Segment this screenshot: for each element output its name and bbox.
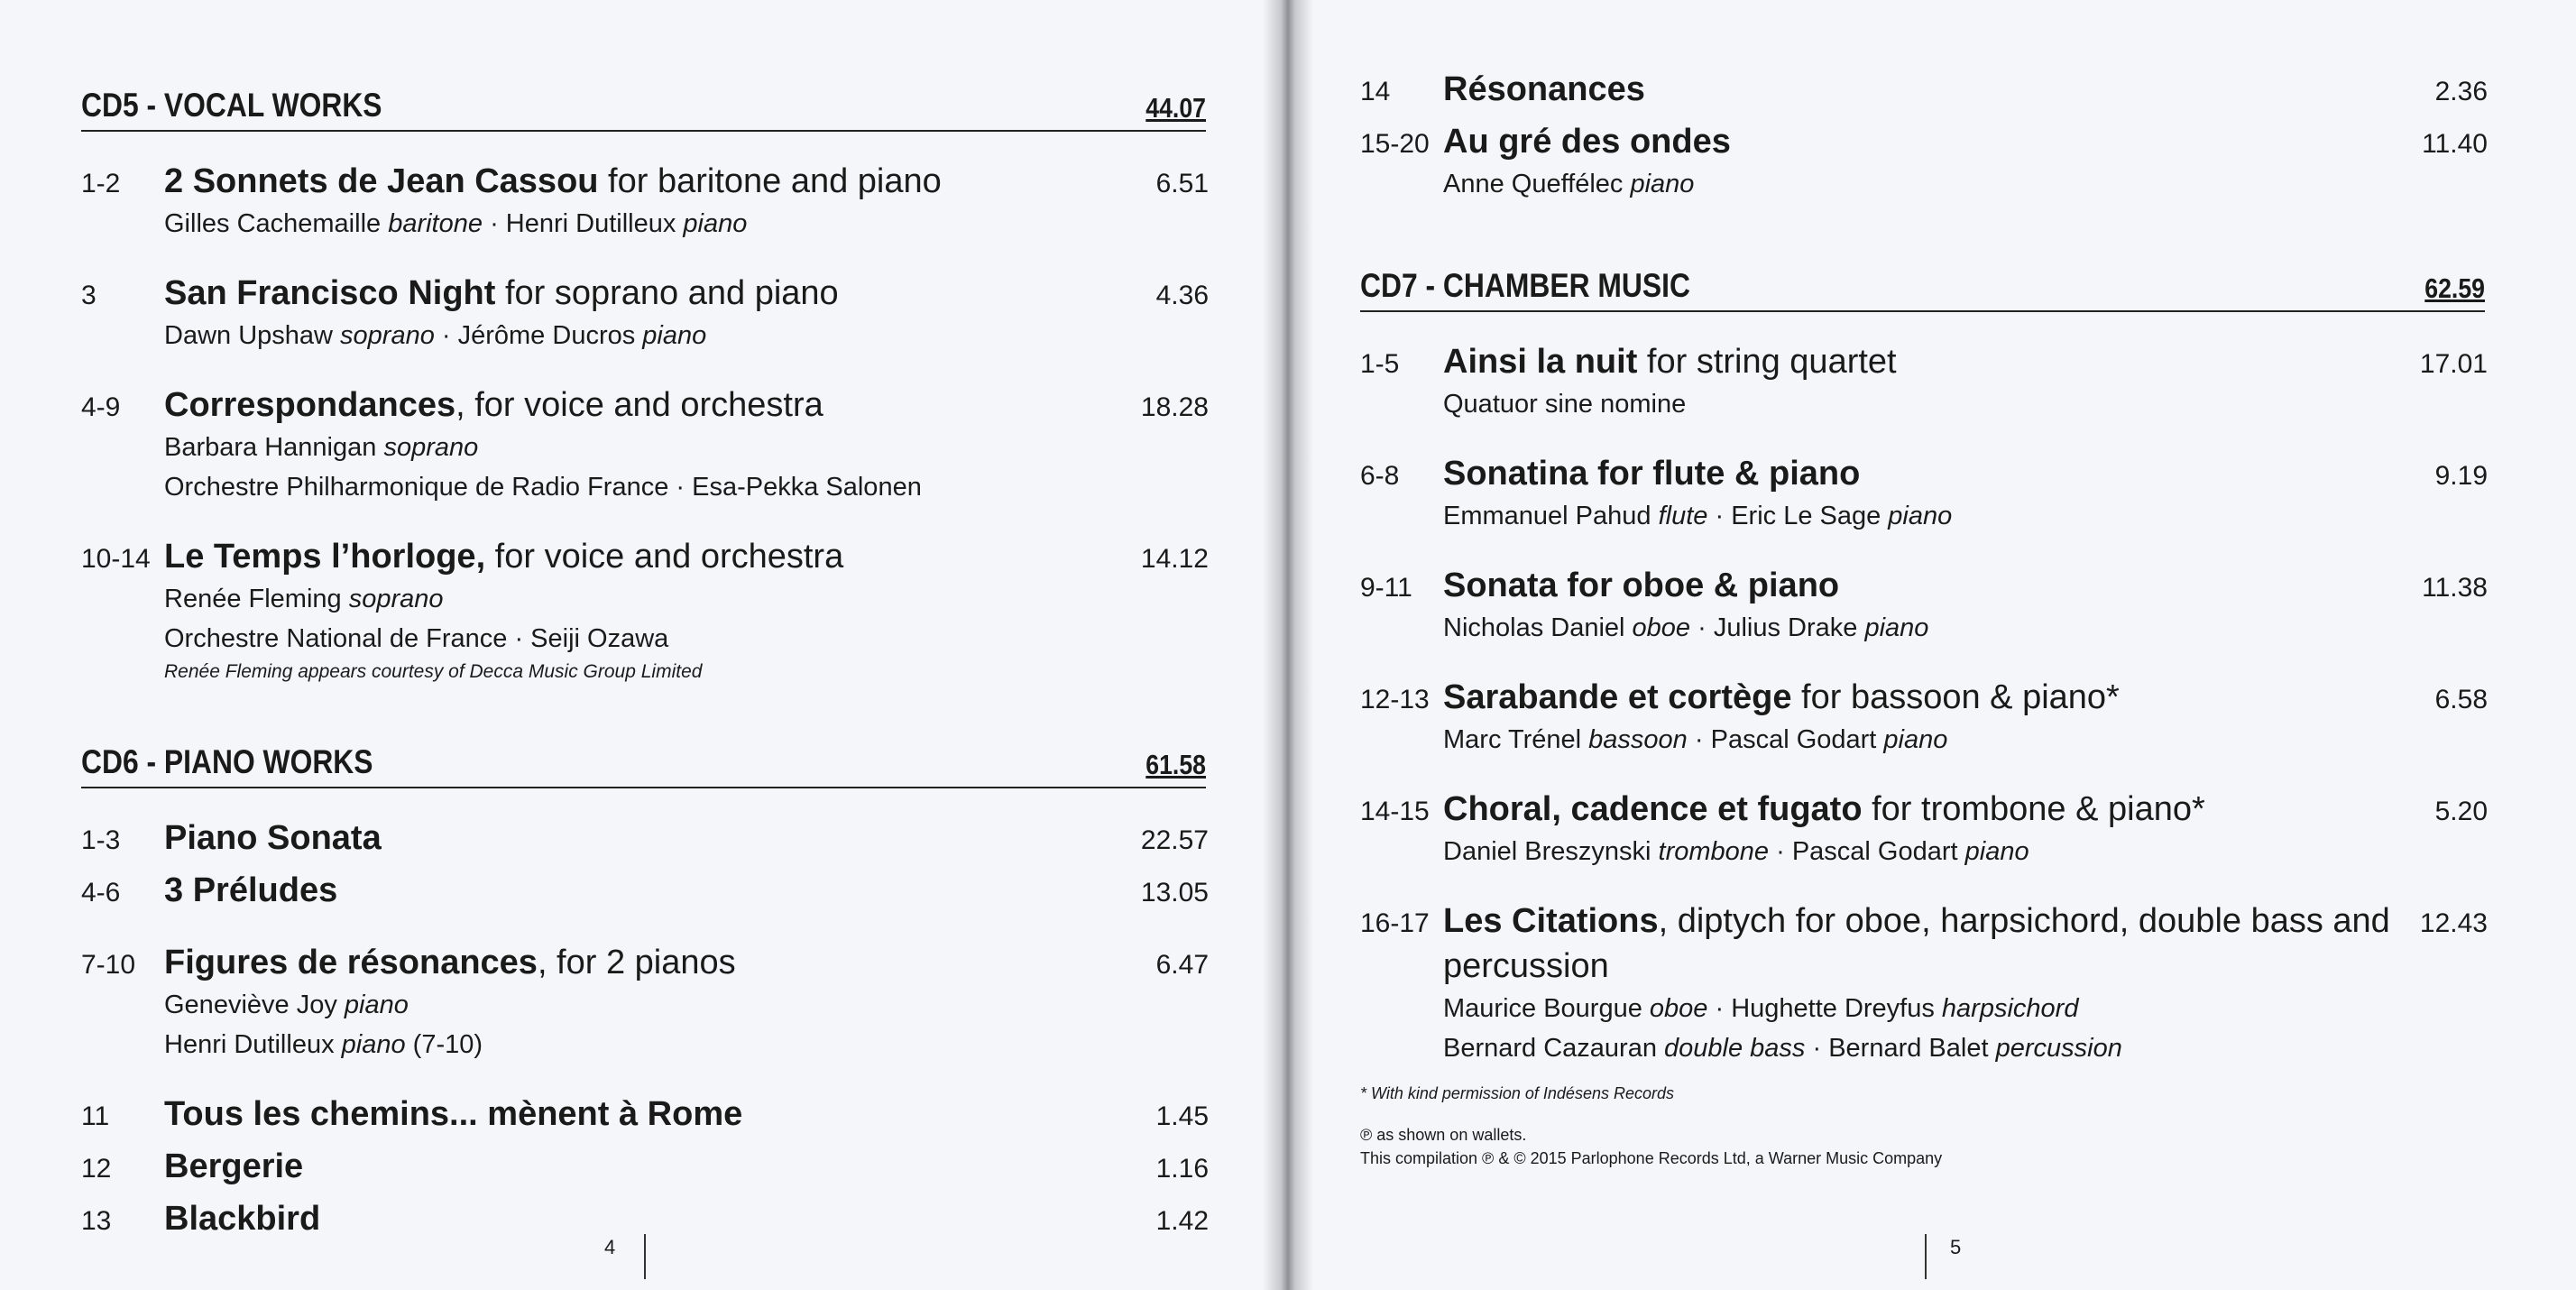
track-duration: 6.51 xyxy=(1155,169,1209,198)
performer-name: Bernard Cazauran xyxy=(1443,1034,1665,1063)
track-duration: 9.19 xyxy=(2434,461,2488,491)
work-name: Le Temps l’horloge, xyxy=(164,538,486,576)
courtesy-note: Renée Fleming appears courtesy of Decca Music Group Limited xyxy=(164,661,703,682)
performer-role: oboe xyxy=(1649,994,1708,1023)
work-title xyxy=(164,940,1127,985)
work-title xyxy=(164,271,1127,316)
performer-role: piano xyxy=(642,321,707,350)
work-scoring: for soprano and piano xyxy=(495,274,839,312)
performer-name: Emmanuel Pahud xyxy=(1443,502,1659,530)
performer-name: Dawn Upshaw xyxy=(164,321,341,350)
track-entry xyxy=(81,940,1209,1064)
work-scoring: , for voice and orchestra xyxy=(455,386,823,424)
track-duration: 1.45 xyxy=(1155,1101,1209,1131)
track-entry xyxy=(1360,563,2488,648)
performer-role: piano xyxy=(683,209,748,238)
work-title xyxy=(164,534,1127,579)
performer-line xyxy=(1360,989,2488,1028)
performer-name: Henri Dutilleux xyxy=(164,1030,342,1059)
track-number: 10-14 xyxy=(81,544,151,574)
track-number: 7-10 xyxy=(81,950,136,980)
track-duration: 12.43 xyxy=(2419,908,2488,938)
track-row xyxy=(81,382,1209,428)
cd5-header xyxy=(81,87,1206,132)
track-number: 3 xyxy=(81,281,97,310)
track-entry xyxy=(1360,451,2488,536)
book-gutter xyxy=(1263,0,1313,1290)
legal-notice xyxy=(1360,1123,2488,1170)
performer-role: soprano xyxy=(383,433,479,462)
work-scoring: , for 2 pianos xyxy=(537,944,736,981)
track-duration: 18.28 xyxy=(1140,392,1209,422)
performer-role: piano xyxy=(1864,613,1929,642)
track-entry xyxy=(81,815,1209,861)
track-row xyxy=(81,815,1209,861)
track-duration: 11.40 xyxy=(2422,129,2488,159)
cd6-total: 61.58 xyxy=(1145,749,1206,780)
performer-role: piano xyxy=(344,991,409,1019)
work-name: Figures de résonances xyxy=(164,944,538,981)
performer-name: · Jérôme Ducros xyxy=(434,321,643,350)
performer-name: Anne Queffélec xyxy=(1443,170,1631,198)
track-number: 1-3 xyxy=(81,825,121,855)
left-column xyxy=(81,0,1209,1241)
track-row xyxy=(81,534,1209,579)
performer-line xyxy=(1360,720,2488,760)
track-row xyxy=(81,940,1209,985)
track-number: 14-15 xyxy=(1360,797,1430,826)
track-number: 15-20 xyxy=(1360,129,1430,159)
performer-name: · Pascal Godart xyxy=(1687,725,1884,754)
work-scoring: for trombone & piano* xyxy=(1862,790,2205,828)
performer-line xyxy=(81,985,1209,1025)
work-name: Au gré des ondes xyxy=(1443,123,1731,161)
performer-role: piano xyxy=(1883,725,1948,754)
track-duration: 2.36 xyxy=(2434,77,2488,106)
page-number-right: 5 xyxy=(1950,1236,1962,1258)
track-entry xyxy=(81,382,1209,507)
track-entry xyxy=(1360,339,2488,424)
performer-line xyxy=(81,579,1209,619)
track-duration: 6.58 xyxy=(2434,685,2488,714)
work-name: Sarabande et cortège xyxy=(1443,678,1792,716)
track-entry xyxy=(81,868,1209,913)
performer-line xyxy=(81,619,1209,659)
performer-name: Orchestre Philharmonique de Radio France · Esa-Pekka Salonen xyxy=(164,473,922,502)
track-duration: 1.16 xyxy=(1155,1154,1209,1184)
work-title xyxy=(1443,119,2406,164)
performer-name: Gilles Cachemaille xyxy=(164,209,389,238)
track-duration: 5.20 xyxy=(2434,797,2488,826)
track-row xyxy=(1360,339,2488,384)
page-number-rule-left xyxy=(644,1234,646,1279)
track-row xyxy=(81,868,1209,913)
track-entry xyxy=(1360,898,2488,1068)
track-entry xyxy=(81,534,1209,686)
cd6-header xyxy=(81,743,1206,788)
track-entry xyxy=(81,159,1209,244)
performer-name: Geneviève Joy xyxy=(164,991,345,1019)
performer-name: · Julius Drake xyxy=(1690,613,1865,642)
cd7-list xyxy=(1360,339,2488,1068)
work-title xyxy=(164,815,1127,861)
track-number: 1-5 xyxy=(1360,349,1400,379)
work-scoring: for voice and orchestra xyxy=(485,538,844,576)
work-name: 3 Préludes xyxy=(164,871,338,909)
track-number: 12 xyxy=(81,1154,112,1184)
performer-line xyxy=(81,467,1209,507)
performer-role: double bass xyxy=(1664,1034,1806,1063)
work-name: Choral, cadence et fugato xyxy=(1443,790,1863,828)
performer-name: (7-10) xyxy=(405,1030,483,1059)
performer-role: piano xyxy=(1888,502,1953,530)
work-scoring: , diptych for oboe, harpsichord, double bass and percussion xyxy=(1443,902,2390,985)
track-duration: 17.01 xyxy=(2419,349,2488,379)
performer-line xyxy=(81,428,1209,467)
track-number: 13 xyxy=(81,1206,112,1236)
track-entry xyxy=(81,1092,1209,1137)
work-name: Les Citations xyxy=(1443,902,1659,940)
track-row xyxy=(1360,563,2488,608)
track-entry xyxy=(1360,787,2488,871)
track-row xyxy=(1360,898,2488,989)
track-row xyxy=(1360,787,2488,832)
track-duration: 14.12 xyxy=(1140,544,1209,574)
work-name: Correspondances xyxy=(164,386,456,424)
cd6-title: CD6 - PIANO WORKS xyxy=(81,743,373,780)
performer-name: · Hughette Dreyfus xyxy=(1707,994,1942,1023)
page-number-rule-right xyxy=(1925,1234,1927,1279)
performer-role: flute xyxy=(1658,502,1708,530)
performer-name: Renée Fleming xyxy=(164,585,349,613)
work-title xyxy=(1443,451,2406,496)
work-title xyxy=(164,1092,1127,1137)
performer-name: · Eric Le Sage xyxy=(1707,502,1889,530)
work-title xyxy=(1443,67,2406,112)
work-name: Blackbird xyxy=(164,1200,321,1238)
track-number: 9-11 xyxy=(1360,573,1412,603)
track-number: 6-8 xyxy=(1360,461,1400,491)
work-title xyxy=(1443,339,2406,384)
work-title xyxy=(164,382,1127,428)
track-duration: 1.42 xyxy=(1155,1206,1209,1236)
track-number: 4-9 xyxy=(81,392,121,422)
work-name: Ainsi la nuit xyxy=(1443,343,1638,381)
work-title xyxy=(164,159,1127,204)
performer-role: trombone xyxy=(1658,837,1770,866)
work-scoring: for bassoon & piano* xyxy=(1791,678,2120,716)
track-entry xyxy=(81,1144,1209,1189)
track-duration: 13.05 xyxy=(1140,878,1209,908)
cd5-list xyxy=(81,159,1209,686)
legal-line-2: This compilation ℗ & © 2015 Parlophone Records Ltd, a Warner Music Company xyxy=(1360,1149,1943,1167)
legal-line-1: ℗ as shown on wallets. xyxy=(1360,1126,1527,1144)
work-name: San Francisco Night xyxy=(164,274,496,312)
performer-line xyxy=(1360,608,2488,648)
performer-line xyxy=(1360,1028,2488,1068)
track-duration: 4.36 xyxy=(1155,281,1209,310)
track-duration: 11.38 xyxy=(2422,573,2488,603)
performer-name: Marc Trénel xyxy=(1443,725,1589,754)
right-column xyxy=(1360,0,2488,1170)
performer-name: Daniel Breszynski xyxy=(1443,837,1659,866)
track-number: 11 xyxy=(81,1101,110,1131)
performer-role: oboe xyxy=(1632,613,1691,642)
work-name: 2 Sonnets de Jean Cassou xyxy=(164,162,599,200)
track-duration: 22.57 xyxy=(1140,825,1209,855)
track-row xyxy=(1360,675,2488,720)
work-title xyxy=(164,1196,1127,1241)
track-number: 16-17 xyxy=(1360,908,1430,938)
track-number: 12-13 xyxy=(1360,685,1430,714)
work-title xyxy=(164,1144,1127,1189)
cd5-title: CD5 - VOCAL WORKS xyxy=(81,87,382,124)
track-number: 14 xyxy=(1360,77,1391,106)
track-entry xyxy=(1360,67,2488,112)
track-row xyxy=(81,271,1209,316)
work-scoring: for baritone and piano xyxy=(598,162,942,200)
performer-role: piano xyxy=(341,1030,406,1059)
cd7-header xyxy=(1360,267,2485,312)
performer-role: soprano xyxy=(348,585,444,613)
performer-line xyxy=(81,316,1209,355)
cd7-total: 62.59 xyxy=(2424,272,2485,304)
work-title xyxy=(1443,675,2406,720)
track-row xyxy=(81,1092,1209,1137)
work-title xyxy=(1443,898,2406,989)
track-entry xyxy=(1360,119,2488,204)
performer-line xyxy=(81,1025,1209,1064)
performer-line xyxy=(1360,496,2488,536)
cd7-title: CD7 - CHAMBER MUSIC xyxy=(1360,267,1690,304)
performer-name: Barbara Hannigan xyxy=(164,433,384,462)
performer-role: soprano xyxy=(340,321,435,350)
track-number: 4-6 xyxy=(81,878,121,908)
work-name: Sonatina for flute & piano xyxy=(1443,455,1861,493)
track-duration: 6.47 xyxy=(1155,950,1209,980)
track-number: 1-2 xyxy=(81,169,121,198)
work-name: Bergerie xyxy=(164,1147,304,1185)
performer-name: · Henri Dutilleux xyxy=(483,209,684,238)
performer-line xyxy=(1360,384,2488,424)
cd6-list xyxy=(81,815,1209,1241)
work-name: Sonata for oboe & piano xyxy=(1443,567,1840,604)
performer-role: bassoon xyxy=(1588,725,1688,754)
performer-role: baritone xyxy=(388,209,483,238)
track-entry xyxy=(81,271,1209,355)
footnote: * With kind permission of Indésens Records xyxy=(1360,1084,1674,1102)
performer-name: Quatuor sine nomine xyxy=(1443,390,1687,419)
performer-name: Maurice Bourgue xyxy=(1443,994,1650,1023)
work-title xyxy=(1443,563,2406,608)
track-row xyxy=(1360,451,2488,496)
performer-line xyxy=(1360,164,2488,204)
performer-line xyxy=(1360,832,2488,871)
performer-name: · Pascal Godart xyxy=(1769,837,1965,866)
performer-name: Orchestre National de France · Seiji Ozawa xyxy=(164,624,669,653)
work-scoring: for string quartet xyxy=(1637,343,1897,381)
track-row xyxy=(1360,119,2488,164)
page-number-left: 4 xyxy=(604,1236,616,1258)
performer-role: harpsichord xyxy=(1941,994,2079,1023)
track-row xyxy=(81,1144,1209,1189)
performer-line xyxy=(81,204,1209,244)
performer-role: percussion xyxy=(1995,1034,2122,1063)
track-entry xyxy=(1360,675,2488,760)
performer-role: piano xyxy=(1964,837,2029,866)
track-row xyxy=(81,159,1209,204)
work-title xyxy=(1443,787,2406,832)
work-name: Résonances xyxy=(1443,70,1645,108)
work-name: Piano Sonata xyxy=(164,819,382,857)
cd6-continued-list xyxy=(1360,67,2488,204)
work-name: Tous les chemins... mènent à Rome xyxy=(164,1095,743,1133)
track-row xyxy=(1360,67,2488,112)
cd5-total: 44.07 xyxy=(1145,92,1206,124)
performer-role: piano xyxy=(1630,170,1695,198)
performer-name: Nicholas Daniel xyxy=(1443,613,1633,642)
performer-name: · Bernard Balet xyxy=(1805,1034,1996,1063)
work-title xyxy=(164,868,1127,913)
